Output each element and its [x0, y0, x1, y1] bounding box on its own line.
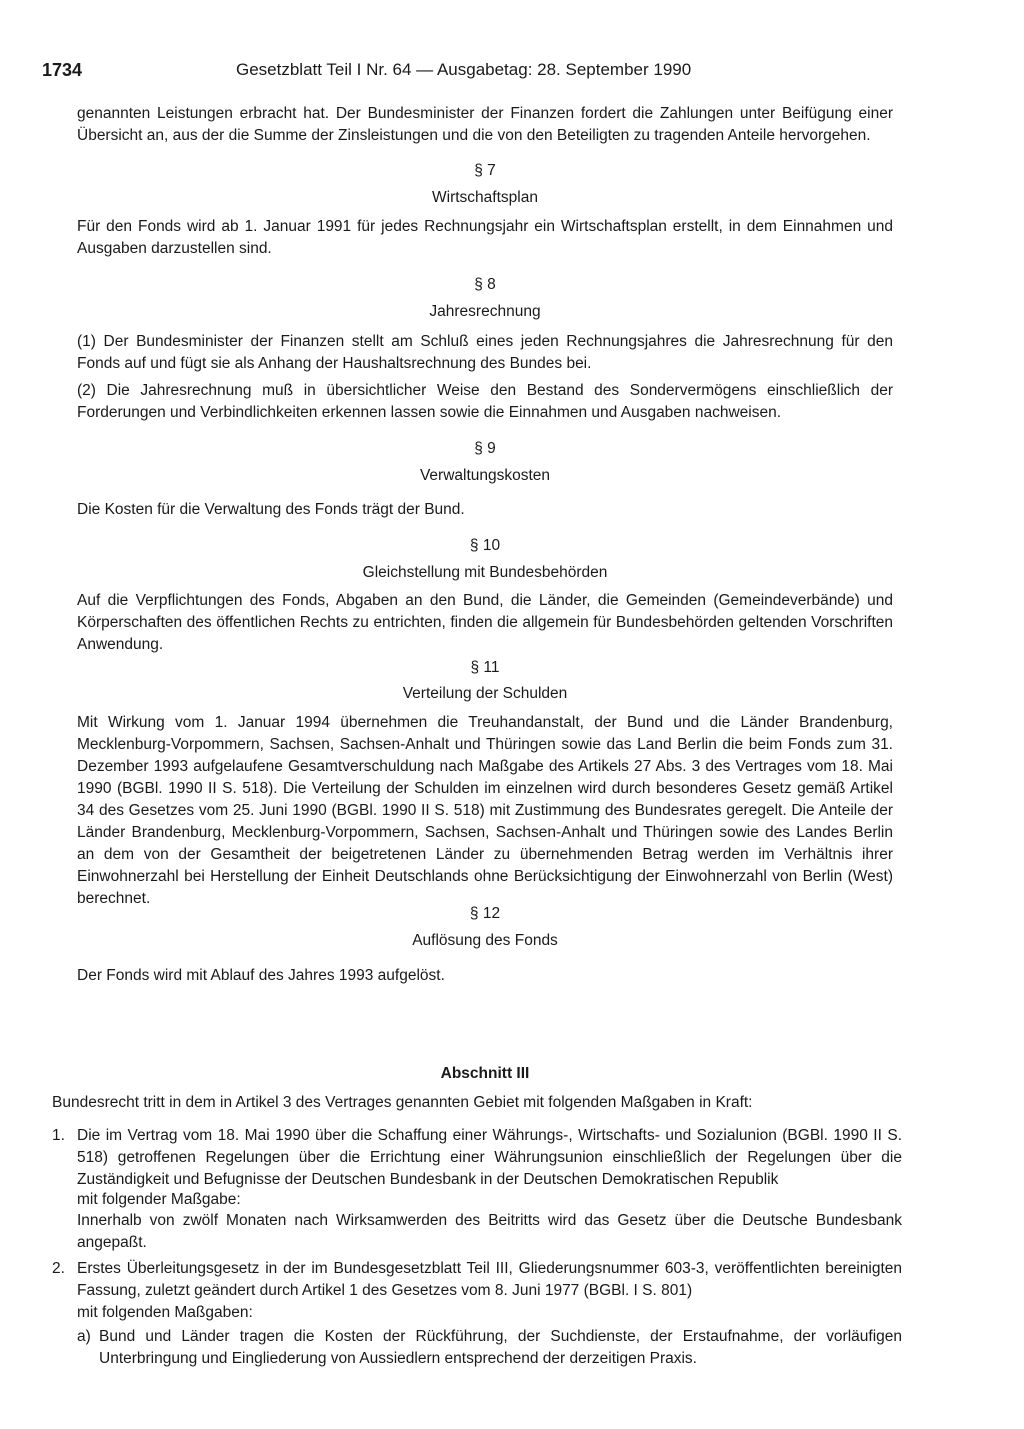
list-item-1-detail: Innerhalb von zwölf Monaten nach Wirksamwerden des Beitritts wird das Gesetz über die Deutsche Bundesbank angepaßt. — [77, 1212, 902, 1251]
list-item-2a-text: Bund und Länder tragen die Kosten der Rückführung, der Suchdienste, der Erstaufnahme, der vorläufigen Unterbringung und Eingliederung von Aussiedlern entsprechend der derzeitigen Praxis. — [99, 1328, 902, 1367]
intro-paragraph: genannten Leistungen erbracht hat. Der Bundesminister der Finanzen fordert die Zahlungen unter Beifügung einer Übersicht an, aus der die Summe der Zinsleistungen und die von den Beteiligten zu tragenden Anteile hervorgehen. — [77, 105, 893, 144]
list-item-2-marker: 2. — [52, 1260, 65, 1277]
section-11-text: Mit Wirkung vom 1. Januar 1994 übernehmen die Treuhandanstalt, der Bund und die Länder Brandenburg, Mecklenburg-Vorpommern, Sachsen, Sachsen-Anhalt und Thüringen sowie das Land Berlin die beim Fonds zum 31. Dezember 1993 aufgelaufene Gesamtverschuldung nach Maßgabe des Artikels 27 Abs. 3 des Vertrages vom 18. Mai 1990 (BGBl. 1990 II S. 518). Die Verteilung der Schulden im einzelnen wird durch besonderes Gesetz gemäß Artikel 34 des Gesetzes vom 25. Juni 1990 (BGBl. 1990 II S. 518) mit Zustimmung des Bundesrates geregelt. Die Anteile der Länder Brandenburg, Mecklenburg-Vorpommern, Sachsen, Sachsen-Anhalt und Thüringen sowie des Landes Berlin an dem von der Gesamtheit der beigetretenen Länder zu übernehmenden Betrag werden im Verhältnis ihrer Einwohnerzahl bei Herstellung der Einheit Deutschlands ohne Berücksichtigung der Einwohnerzahl von Berlin (West) berechnet. — [77, 714, 893, 907]
abschnitt-3-heading: Abschnitt III — [440, 1065, 530, 1082]
page-number: 1734 — [42, 60, 83, 80]
section-7-title: Wirtschaftsplan — [432, 189, 538, 206]
list-item-2-sub: mit folgenden Maßgaben: — [77, 1304, 253, 1321]
section-9-title: Verwaltungskosten — [419, 467, 551, 484]
section-7-text: Für den Fonds wird ab 1. Januar 1991 für jedes Rechnungsjahr ein Wirtschaftsplan erstellt, in dem Einnahmen und Ausgaben darzustellen sind. — [77, 218, 893, 257]
section-12-number: § 12 — [469, 905, 501, 922]
section-8-title: Jahresrechnung — [429, 303, 541, 320]
list-item-2-text: Erstes Überleitungsgesetz in der im Bundesgesetzblatt Teil III, Gliederungsnummer 603-3, veröffentlichten bereinigten Fassung, zuletzt geändert durch Artikel 1 des Gesetzes vom 8. Juni 1977 (BGBl. I S. 801) — [77, 1260, 902, 1299]
section-9-number: § 9 — [474, 440, 496, 457]
section-11-title: Verteilung der Schulden — [402, 685, 568, 702]
section-7-number: § 7 — [474, 162, 496, 179]
section-9-text: Die Kosten für die Verwaltung des Fonds trägt der Bund. — [77, 501, 465, 518]
page-header — [42, 58, 902, 82]
abschnitt-3-intro: Bundesrecht tritt in dem in Artikel 3 des Vertrages genannten Gebiet mit folgenden Maßgaben in Kraft: — [52, 1094, 753, 1111]
section-10-number: § 10 — [469, 537, 501, 554]
section-10-text: Auf die Verpflichtungen des Fonds, Abgaben an den Bund, die Länder, die Gemeinden (Gemeindeverbände) und Körperschaften des öffentlichen Rechts zu entrichten, finden die allgemein für Bundesbehörden geltenden Vorschriften Anwendung. — [77, 592, 893, 653]
section-8-paragraph-2: (2) Die Jahresrechnung muß in übersichtlicher Weise den Bestand des Sondervermögens einschließlich der Forderungen und Verbindlichkeiten erkennen lassen sowie die Einnahmen und Ausgaben nachweisen. — [77, 382, 893, 421]
list-item-2a-marker: a) — [77, 1328, 91, 1345]
list-item-1-text: Die im Vertrag vom 18. Mai 1990 über die Schaffung einer Währungs-, Wirtschafts- und Sozialunion (BGBl. 1990 II S. 518) getroffenen Regelungen über die Errichtung einer Währungsunion einschließlich der Regelungen über die Zuständigkeit und Befugnisse der Deutschen Bundesbank in der Deutschen Demokratischen Republik — [77, 1127, 902, 1188]
list-item-1-sub: mit folgender Maßgabe: — [77, 1191, 241, 1208]
list-item-1-marker: 1. — [52, 1127, 65, 1144]
section-11-number: § 11 — [470, 659, 500, 676]
running-title: Gesetzblatt Teil I Nr. 64 — Ausgabetag: 28. September 1990 — [236, 60, 692, 79]
section-12-title: Auflösung des Fonds — [412, 932, 558, 949]
section-8-paragraph-1: (1) Der Bundesminister der Finanzen stellt am Schluß eines jeden Rechnungsjahres die Jahresrechnung für den Fonds auf und fügt sie als Anhang der Haushaltsrechnung des Bundes bei. — [77, 333, 893, 372]
section-10-title: Gleichstellung mit Bundesbehörden — [362, 564, 608, 581]
section-8-number: § 8 — [474, 276, 496, 293]
section-12-text: Der Fonds wird mit Ablauf des Jahres 1993 aufgelöst. — [77, 967, 445, 984]
